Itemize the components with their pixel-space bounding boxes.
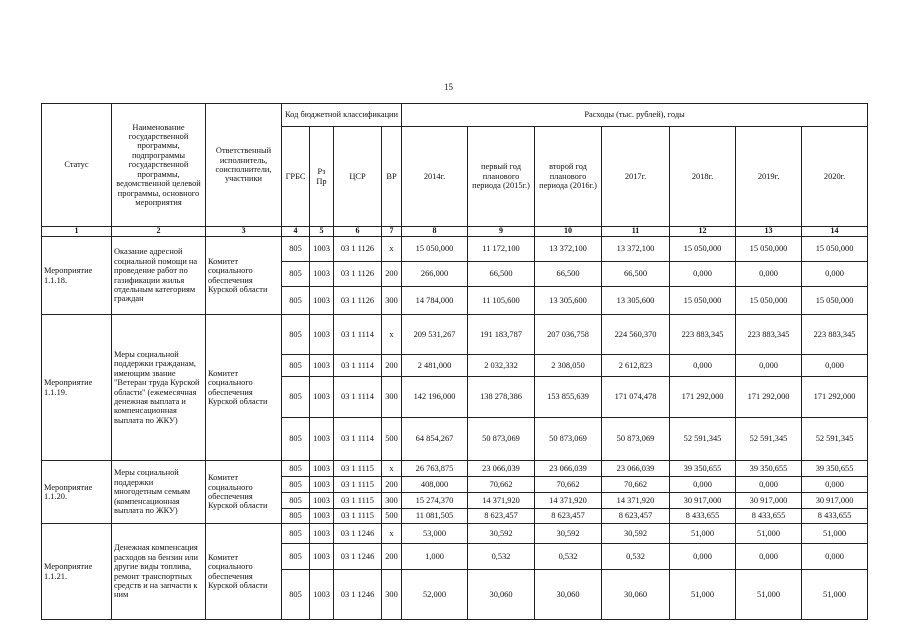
column-number: 13 [736,227,802,237]
amount-cell: 171 292,000 [670,377,736,418]
amount-cell: 66,500 [535,262,602,287]
header-rzpr: Рз Пр [310,127,334,227]
amount-cell: 51,000 [736,524,802,544]
column-number: 10 [535,227,602,237]
amount-cell: 26 763,875 [402,461,468,477]
amount-cell: 171 292,000 [736,377,802,418]
measure-status: Мероприятие 1.1.20. [42,461,112,524]
amount-cell: 207 036,758 [535,315,602,355]
amount-cell: 51,000 [670,524,736,544]
code-cell: 03 1 1114 [334,377,382,418]
amount-cell: 15 274,370 [402,493,468,509]
column-number: 6 [334,227,382,237]
amount-cell: 30,592 [468,524,535,544]
column-number: 5 [310,227,334,237]
code-cell: 500 [382,509,402,524]
amount-cell: 53,000 [402,524,468,544]
header-grbs: ГРБС [282,127,310,227]
amount-cell: 50 873,069 [535,418,602,461]
amount-cell: 0,000 [670,477,736,493]
amount-cell: 52 591,345 [736,418,802,461]
amount-cell: 408,000 [402,477,468,493]
amount-cell: 30,060 [602,570,670,620]
code-cell: 1003 [310,262,334,287]
code-cell: 805 [282,315,310,355]
amount-cell: 0,532 [468,544,535,570]
amount-cell: 11 172,100 [468,237,535,262]
amount-cell: 50 873,069 [468,418,535,461]
code-cell: 500 [382,418,402,461]
column-number: 1 [42,227,112,237]
code-cell: 805 [282,477,310,493]
code-cell: 200 [382,544,402,570]
code-cell: 805 [282,544,310,570]
code-cell: 805 [282,262,310,287]
measure-responsible: Комитет социального обеспечения Курской области [206,461,282,524]
amount-cell: 224 560,370 [602,315,670,355]
code-cell: x [382,461,402,477]
amount-cell: 15 050,000 [736,287,802,315]
code-cell: 300 [382,377,402,418]
amount-cell: 2 481,000 [402,355,468,377]
amount-cell: 15 050,000 [670,237,736,262]
amount-cell: 0,532 [535,544,602,570]
header-name: Наименование государственной программы, подпрограммы государственной программы, ведомственной целевой программы, основного мероприятия [112,104,206,227]
code-cell: 1003 [310,544,334,570]
amount-cell: 171 074,478 [602,377,670,418]
amount-cell: 30,060 [468,570,535,620]
amount-cell: 51,000 [736,570,802,620]
code-cell: 03 1 1114 [334,418,382,461]
code-cell: x [382,315,402,355]
measure-status: Мероприятие 1.1.18. [42,237,112,315]
code-cell: 1003 [310,418,334,461]
code-cell: 1003 [310,461,334,477]
amount-cell: 223 883,345 [802,315,868,355]
code-cell: 805 [282,237,310,262]
code-cell: 1003 [310,287,334,315]
amount-cell: 30 917,000 [736,493,802,509]
measure-name: Оказание адресной социальной помощи на проведение работ по газификации жилья отдельным категориям граждан [112,237,206,315]
column-number: 14 [802,227,868,237]
amount-cell: 8 623,457 [535,509,602,524]
amount-cell: 2 308,050 [535,355,602,377]
code-cell: x [382,524,402,544]
amount-cell: 8 433,655 [802,509,868,524]
header-2018: 2018г. [670,127,736,227]
amount-cell: 138 278,386 [468,377,535,418]
table-row [42,461,868,477]
amount-cell: 14 784,000 [402,287,468,315]
measure-responsible: Комитет социального обеспечения Курской области [206,315,282,461]
measure-status: Мероприятие 1.1.19. [42,315,112,461]
amount-cell: 2 612,823 [602,355,670,377]
amount-cell: 64 854,267 [402,418,468,461]
code-cell: 805 [282,377,310,418]
amount-cell: 0,000 [802,477,868,493]
code-cell: 03 1 1115 [334,493,382,509]
amount-cell: 14 371,920 [468,493,535,509]
page-number: 15 [444,82,453,92]
measure-name: Меры социальной поддержки гражданам, имеющим звание "Ветеран труда Курской области" (ежемесячная денежная выплата и компенсационная выплата по ЖКУ) [112,315,206,461]
amount-cell: 23 066,039 [535,461,602,477]
column-number: 12 [670,227,736,237]
code-cell: 805 [282,287,310,315]
code-cell: 03 1 1126 [334,237,382,262]
header-2019: 2019г. [736,127,802,227]
header-2020: 2020г. [802,127,868,227]
header-expenses: Расходы (тыс. рублей), годы [402,104,868,127]
code-cell: 805 [282,418,310,461]
code-cell: 1003 [310,237,334,262]
amount-cell: 70,662 [602,477,670,493]
code-cell: 03 1 1126 [334,262,382,287]
amount-cell: 0,000 [670,262,736,287]
amount-cell: 11 105,600 [468,287,535,315]
amount-cell: 223 883,345 [670,315,736,355]
header-csr: ЦСР [334,127,382,227]
amount-cell: 153 855,639 [535,377,602,418]
code-cell: 03 1 1126 [334,287,382,315]
amount-cell: 0,532 [602,544,670,570]
measure-name: Денежная компенсация расходов на бензин или другие виды топлива, ремонт транспортных средств и на запчасти к ним [112,524,206,620]
code-cell: 805 [282,493,310,509]
amount-cell: 266,000 [402,262,468,287]
code-cell: 03 1 1114 [334,315,382,355]
code-cell: 805 [282,509,310,524]
measure-status: Мероприятие 1.1.21. [42,524,112,620]
table-row [42,237,868,262]
amount-cell: 51,000 [802,570,868,620]
header-2016: второй год планового периода (2016г.) [535,127,602,227]
code-cell: 03 1 1246 [334,524,382,544]
amount-cell: 70,662 [535,477,602,493]
code-cell: 1003 [310,315,334,355]
amount-cell: 30,592 [602,524,670,544]
header-2017: 2017г. [602,127,670,227]
table-body [42,237,868,620]
code-cell: 1003 [310,570,334,620]
amount-cell: 191 183,787 [468,315,535,355]
amount-cell: 15 050,000 [736,237,802,262]
amount-cell: 51,000 [670,570,736,620]
code-cell: 03 1 1246 [334,544,382,570]
column-number-row [42,227,868,237]
code-cell: 300 [382,570,402,620]
amount-cell: 51,000 [802,524,868,544]
code-cell: 1003 [310,493,334,509]
code-cell: x [382,237,402,262]
column-number: 3 [206,227,282,237]
header-2015: первый год планового периода (2015г.) [468,127,535,227]
amount-cell: 209 531,267 [402,315,468,355]
amount-cell: 30 917,000 [802,493,868,509]
amount-cell: 15 050,000 [802,287,868,315]
code-cell: 200 [382,355,402,377]
code-cell: 1003 [310,377,334,418]
amount-cell: 70,662 [468,477,535,493]
amount-cell: 13 372,100 [535,237,602,262]
code-cell: 1003 [310,524,334,544]
amount-cell: 13 305,600 [602,287,670,315]
column-number: 4 [282,227,310,237]
amount-cell: 0,000 [802,262,868,287]
amount-cell: 66,500 [468,262,535,287]
amount-cell: 0,000 [736,544,802,570]
code-cell: 200 [382,262,402,287]
header-2014: 2014г. [402,127,468,227]
amount-cell: 0,000 [736,262,802,287]
amount-cell: 13 372,100 [602,237,670,262]
amount-cell: 0,000 [802,355,868,377]
amount-cell: 23 066,039 [602,461,670,477]
amount-cell: 142 196,000 [402,377,468,418]
amount-cell: 52 591,345 [670,418,736,461]
code-cell: 03 1 1115 [334,461,382,477]
amount-cell: 0,000 [736,477,802,493]
column-number: 9 [468,227,535,237]
code-cell: 300 [382,287,402,315]
amount-cell: 8 623,457 [602,509,670,524]
code-cell: 805 [282,461,310,477]
code-cell: 03 1 1115 [334,509,382,524]
amount-cell: 171 292,000 [802,377,868,418]
amount-cell: 30 917,000 [670,493,736,509]
code-cell: 300 [382,493,402,509]
amount-cell: 39 350,655 [736,461,802,477]
amount-cell: 23 066,039 [468,461,535,477]
amount-cell: 2 032,332 [468,355,535,377]
amount-cell: 8 433,655 [670,509,736,524]
column-number: 11 [602,227,670,237]
amount-cell: 1,000 [402,544,468,570]
amount-cell: 39 350,655 [670,461,736,477]
amount-cell: 15 050,000 [802,237,868,262]
amount-cell: 14 371,920 [535,493,602,509]
amount-cell: 0,000 [802,544,868,570]
code-cell: 805 [282,355,310,377]
header-status: Статус [42,104,112,227]
amount-cell: 0,000 [670,544,736,570]
amount-cell: 30,060 [535,570,602,620]
measure-name: Меры социальной поддержки многодетным семьям (компенсационная выплата по ЖКУ) [112,461,206,524]
amount-cell: 30,592 [535,524,602,544]
amount-cell: 39 350,655 [802,461,868,477]
budget-table [41,103,868,620]
code-cell: 03 1 1115 [334,477,382,493]
amount-cell: 15 050,000 [402,237,468,262]
amount-cell: 13 305,600 [535,287,602,315]
column-number: 2 [112,227,206,237]
code-cell: 1003 [310,509,334,524]
code-cell: 1003 [310,355,334,377]
amount-cell: 8 623,457 [468,509,535,524]
amount-cell: 52 591,345 [802,418,868,461]
code-cell: 805 [282,524,310,544]
amount-cell: 223 883,345 [736,315,802,355]
header-responsible: Ответственный исполнитель, соисполнители, участники [206,104,282,227]
measure-responsible: Комитет социального обеспечения Курской области [206,237,282,315]
table-row [42,524,868,544]
header-budget-code: Код бюджетной классификации [282,104,402,127]
amount-cell: 66,500 [602,262,670,287]
code-cell: 03 1 1114 [334,355,382,377]
measure-responsible: Комитет социального обеспечения Курской области [206,524,282,620]
amount-cell: 0,000 [736,355,802,377]
amount-cell: 0,000 [670,355,736,377]
amount-cell: 14 371,920 [602,493,670,509]
code-cell: 03 1 1246 [334,570,382,620]
column-number: 7 [382,227,402,237]
amount-cell: 11 081,505 [402,509,468,524]
table-row [42,315,868,355]
column-number: 8 [402,227,468,237]
code-cell: 805 [282,570,310,620]
header-vr: ВР [382,127,402,227]
amount-cell: 8 433,655 [736,509,802,524]
code-cell: 1003 [310,477,334,493]
code-cell: 200 [382,477,402,493]
amount-cell: 50 873,069 [602,418,670,461]
amount-cell: 15 050,000 [670,287,736,315]
amount-cell: 52,000 [402,570,468,620]
